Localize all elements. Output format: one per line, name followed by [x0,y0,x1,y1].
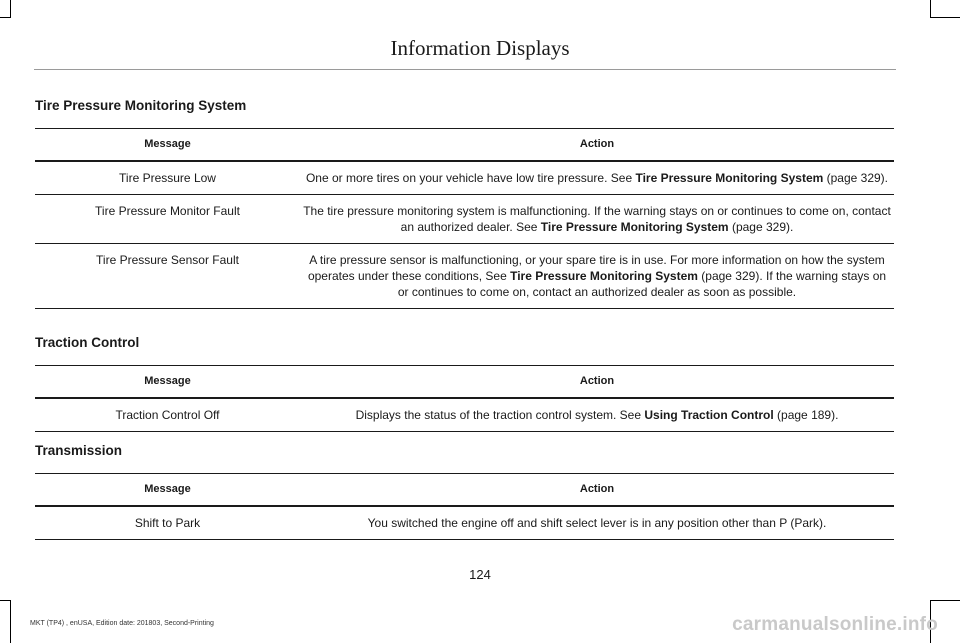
action-text: A tire pressure sensor is malfunctioning, or your spare tire is in use. For more information on how the system operates under these conditions, See [307,253,885,283]
table-row [35,195,894,244]
message-cell: Traction Control Off [115,408,220,422]
column-header-message: Message [144,138,191,150]
page-reference: Tire Pressure Monitoring System [540,220,729,234]
crop-mark [0,17,11,18]
crop-mark [930,0,931,18]
action-cell [300,195,894,243]
message-cell: Shift to Park [134,516,201,530]
page-reference: Using Traction Control [644,408,774,422]
table-row [35,244,894,309]
crop-mark [930,600,960,601]
page-title: Information Displays [390,36,570,60]
page-number: 124 [469,567,491,582]
table-header-row [35,365,894,399]
tire-pressure-table [35,128,894,309]
column-header-action: Action [579,483,615,495]
message-cell: Tire Pressure Monitor Fault [95,204,240,218]
action-text: (page 329). [823,171,889,185]
action-text: (page 329). [728,220,794,234]
crop-mark [0,600,11,601]
transmission-table [35,473,894,540]
message-cell: Tire Pressure Sensor Fault [96,253,239,267]
table-header-row [35,473,894,507]
section-heading-transmission: Transmission [35,443,123,458]
section-heading-traction-control: Traction Control [35,335,140,350]
traction-control-table [35,365,894,432]
action-text: (page 189). [773,408,839,422]
action-cell [300,399,894,431]
action-cell [300,244,894,308]
section-heading-tire-pressure: Tire Pressure Monitoring System [35,98,247,113]
action-text: One or more tires on your vehicle have low tire pressure. See [305,171,636,185]
crop-mark [10,600,11,643]
table-row [35,162,894,195]
action-text: The tire pressure monitoring system is malfunctioning. If the warning stays on or continues to come on, contact an authorized dealer. See [303,204,891,234]
action-cell [300,162,894,194]
table-row [35,399,894,432]
page-reference: Tire Pressure Monitoring System [510,269,698,283]
edition-footer: MKT (TP4) , enUSA, Edition date: 201803, Second-Printing [30,620,214,627]
page-reference: Tire Pressure Monitoring System [635,171,824,185]
header-divider [34,69,896,70]
action-text: You switched the engine off and shift select lever is in any position other than P (Park). [367,516,827,530]
table-row [35,507,894,540]
action-text: Displays the status of the traction control system. See [355,408,645,422]
column-header-message: Message [144,375,191,387]
message-cell: Tire Pressure Low [119,171,216,185]
column-header-message: Message [144,483,191,495]
action-text: (page 329). If the warning stays on or continues to come on, contact an authorized dealer as soon as possible. [397,269,887,299]
table-header-row [35,128,894,162]
watermark-logo: carmanualsonline.info [732,614,938,635]
crop-mark [930,17,960,18]
crop-mark [10,0,11,18]
column-header-action: Action [579,375,615,387]
action-cell [300,507,894,539]
column-header-action: Action [579,138,615,150]
